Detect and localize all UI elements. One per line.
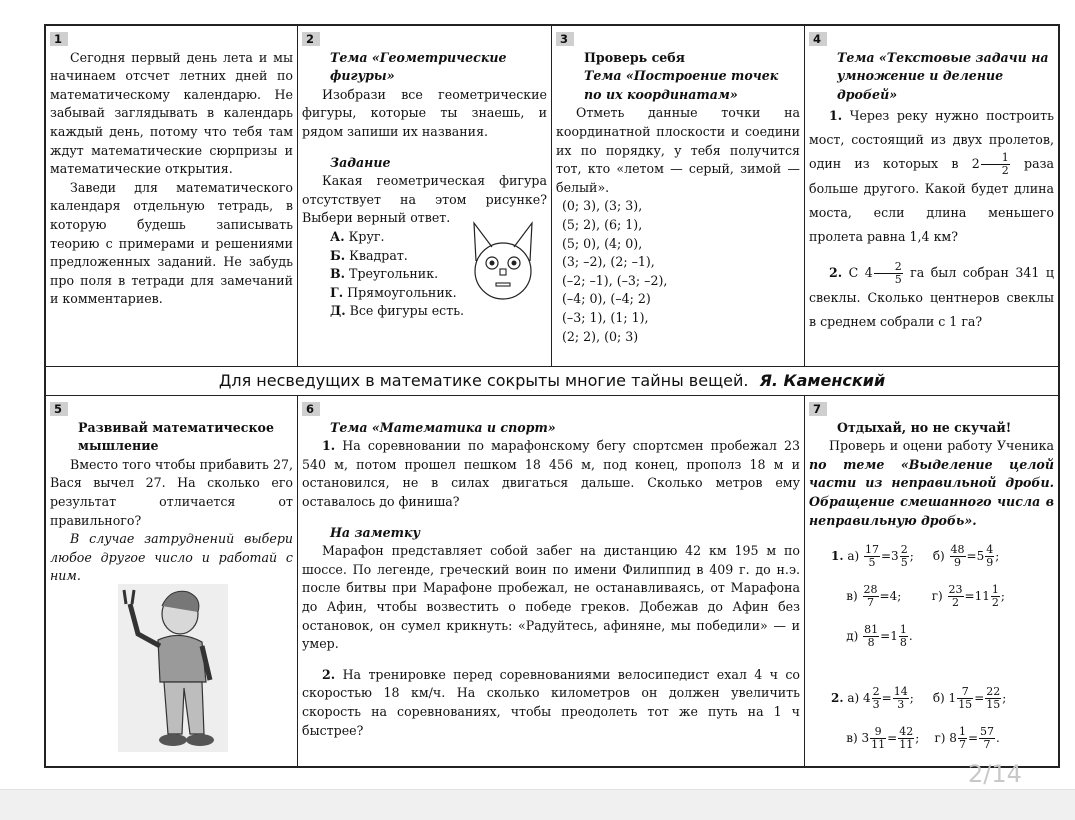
cell-number: 4 — [809, 32, 827, 46]
section-title: Отдыхай, но не скучай! — [837, 419, 1012, 435]
points-row: (5; 0), (4; 0), — [562, 235, 643, 251]
top-row — [46, 26, 1058, 366]
note-text: Марафон представляет собой забег на дистанцию 42 км 195 м по шоссе. По легенде, греческий воин по имени Филиппид в 409 г. до н.э. после битвы при Марафоне пробежал, не останавливаясь, от Марафона до Афин, чтобы возвестить о победе греков. Добежав до Афин без остановок, он сумел крикнуть: «Радуйтесь, афиняне, мы победили» — и умер. — [302, 543, 800, 652]
cell-number: 6 — [302, 402, 320, 416]
quote-band — [46, 366, 1058, 396]
points-row: (5; 2), (6; 1), — [562, 216, 643, 232]
quote-author: Я. Каменский — [759, 371, 886, 390]
note-title: На заметку — [330, 524, 421, 540]
cell-4 — [805, 26, 1058, 366]
boy-illustration — [118, 584, 228, 752]
option-c: В. Треугольник. — [330, 266, 439, 282]
cell-2 — [298, 26, 552, 366]
task-text: Проверь и оцени работу Ученика по теме «Выделение целой части из неправильной дроби. Обращение смешанного числа в неправильную дробь». — [809, 438, 1054, 528]
task-text: Какая геометрическая фигура отсутствует на этом рисунке? Выбери верный ответ. — [302, 173, 547, 226]
answers-block — [831, 536, 1054, 758]
option-d: Г. Прямоугольник. — [330, 284, 457, 300]
answer-row: 2. а) 4 $\frac{2}{3}$ = $\frac{14}{3}$ ; б) 1 $\frac{7}{15}$ = $\frac{22}{15}$ ; — [831, 684, 1007, 711]
option-b: Б. Квадрат. — [330, 247, 408, 263]
viewer-footer — [0, 789, 1075, 820]
theme-title: Тема «Текстовые задачи на умножение и деление дробей» — [837, 49, 1049, 102]
theme-title: Тема «Построение точек по их координатам» — [584, 68, 779, 102]
cell-number: 5 — [50, 402, 68, 416]
intro-paragraph: Сегодня первый день лета и мы начинаем отсчет летних дней по математическому календарю. Не забывай заглядывать в календарь каждый день, потому что тебя там ждут математические сюрпризы и математические открытия. — [50, 49, 293, 177]
points-row: (–4; 0), (–4; 2) — [562, 291, 651, 307]
fraction: $\frac{1}{2}$ — [981, 152, 1010, 177]
check-title: Проверь себя — [584, 49, 685, 65]
notebook-paragraph: Заведи для математического календаря отдельную тетрадь, в которую будешь записывать теорию с примерами и решениями предложенных заданий. Не забудь про поля в тетради для замечаний и комментариев. — [50, 179, 293, 307]
task-2: 2. На тренировке перед соревнованиями велосипедист ехал 4 ч со скоростью 18 км/ч. На сколько километров он должен увеличить скорость на соревнованиях, чтобы преодолеть тот же путь на 1 ч быстрее? — [302, 666, 800, 738]
bottom-row — [46, 396, 1058, 768]
cell-number: 3 — [556, 32, 574, 46]
theme-title: Тема «Геометрические фигуры» — [330, 49, 507, 84]
cell-6 — [298, 396, 805, 768]
page-indicator: 2/14 — [968, 760, 1022, 788]
cell-5 — [46, 396, 298, 768]
task-text: Вместо того чтобы прибавить 27, Вася вычел 27. На сколько его результат отличается от правильного? — [50, 456, 293, 528]
answer-row: в) 3 $\frac{9}{11}$ = $\frac{42}{11}$ ; г) 8 $\frac{1}{7}$ = $\frac{57}{7}$ . — [831, 724, 1000, 751]
quote-text: Для несведущих в математике сокрыты многие тайны вещей. — [218, 371, 749, 390]
points-row: (3; –2), (2; –1), — [562, 254, 655, 270]
task-2: 2. С 4 $\frac{2}{5}$ га был собран 341 ц свеклы. Сколько центнеров свеклы в среднем собрали с 1 га? — [809, 260, 1054, 330]
task-text: Отметь данные точки на координатной плоскости и соедини их по порядку, у тебя получится тот, кто «летом — серый, зимой — белый». — [556, 105, 800, 195]
points-row: (–2; –1), (–3; –2), — [562, 272, 668, 288]
cat-face-illustration — [470, 221, 536, 313]
task-1: 1. Через реку нужно построить мост, состоящий из двух пролетов, один из которых в 2 $\frac{1}{2}$ раза больше другого. Какой будет длина моста, если длина меньшего пролета равна 1,4 км? — [809, 108, 1054, 245]
answer-row: в) $\frac{28}{7}$ =4; г) $\frac{23}{2}$ =11 $\frac{1}{2}$ ; — [831, 582, 1005, 609]
cell-1 — [46, 26, 298, 366]
answer-row: 1. а) $\frac{17}{5}$ =3 $\frac{2}{5}$ ; б) $\frac{48}{9}$ =5 $\frac{4}{9}$ ; — [831, 542, 1000, 569]
fraction: $\frac{2}{5}$ — [874, 261, 903, 286]
points-list — [556, 197, 800, 346]
answer-row: д) $\frac{81}{8}$ =1 $\frac{1}{8}$ . — [831, 622, 913, 649]
option-a: А. Круг. — [330, 228, 385, 244]
option-e: Д. Все фигуры есть. — [330, 303, 465, 319]
calendar-sheet — [44, 24, 1060, 768]
hint-text: В случае затруднений выбери любое другое число и работай с ним. — [50, 531, 293, 584]
cell-7 — [805, 396, 1058, 768]
theme-title: Тема «Математика и спорт» — [330, 419, 556, 435]
task-title: Задание — [330, 154, 391, 170]
cell-3 — [552, 26, 805, 366]
cell-number: 7 — [809, 402, 827, 416]
cell-number: 2 — [302, 32, 320, 46]
section-title: Развивай математическое мышление — [78, 419, 274, 454]
intro-text: Изобрази все геометрические фигуры, которые ты знаешь, и рядом запиши их названия. — [302, 86, 547, 139]
points-row: (–3; 1), (1; 1), — [562, 309, 649, 325]
cell-number: 1 — [50, 32, 68, 46]
task-1: 1. На соревновании по марафонскому бегу спортсмен пробежал 23 540 м, потом прошел пешком 18 456 м, под конец, прополз 18 м и остановился, не в силах двигаться дальше. Сколько метров ему оставалось до финиша? — [302, 438, 800, 509]
points-row: (0; 3), (3; 3), — [562, 198, 643, 214]
points-row: (2; 2), (0; 3) — [562, 328, 639, 344]
